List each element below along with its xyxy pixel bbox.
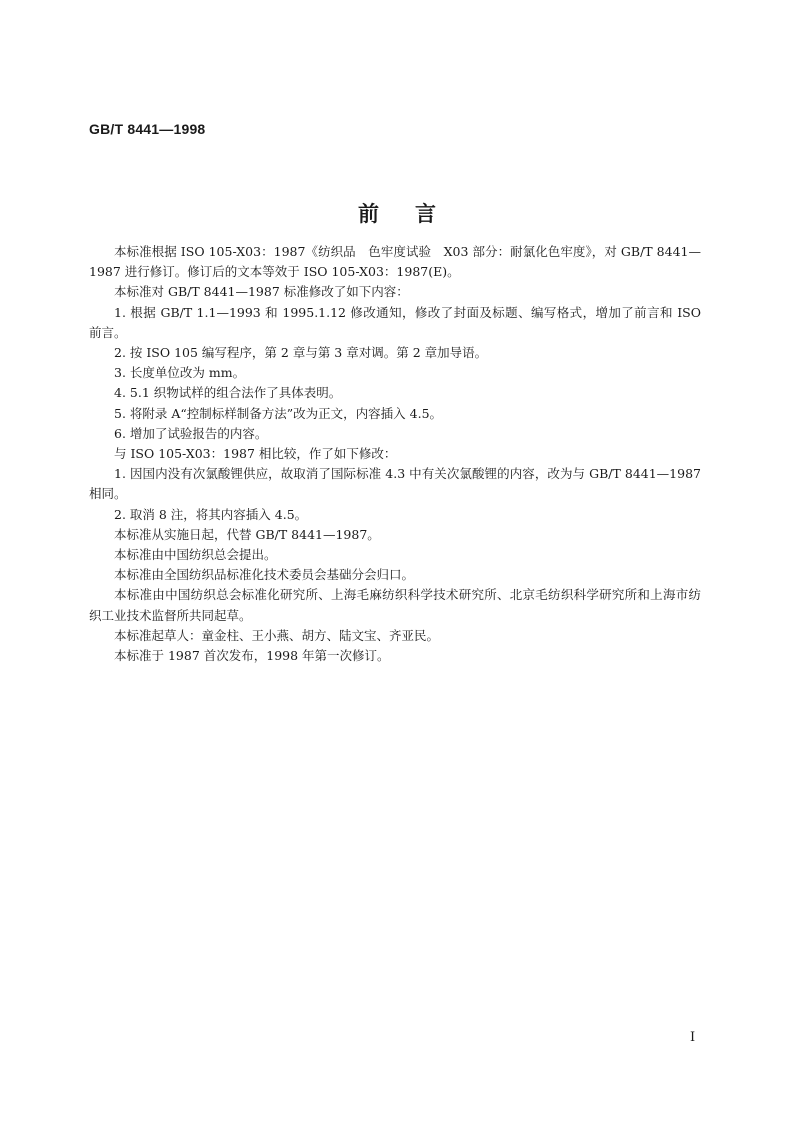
standard-code: GB/T 8441—1998	[89, 121, 206, 137]
paragraph: 本标准由中国纺织总会标准化研究所、上海毛麻纺织科学技术研究所、北京毛纺织科学研究所和上海市纺织工业技术监督所共同起草。	[89, 587, 701, 623]
paragraph: 1. 因国内没有次氯酸锂供应，故取消了国际标准 4.3 中有关次氯酸锂的内容，改为与 GB/T 8441—1987 相同。	[89, 466, 701, 502]
paragraph: 本标准于 1987 首次发布，1998 年第一次修订。	[114, 648, 390, 664]
paragraph: 5. 将附录 A“控制标样制备方法”改为正文，内容插入 4.5。	[114, 405, 443, 421]
section-title: 前言	[358, 201, 472, 226]
paragraph: 本标准根据 ISO 105-X03：1987《纺织品 色牢度试验 X03 部分：耐氯化色牢度》，对 GB/T 8441—1987 进行修订。修订后的文本等效于 ISO 105-X03：1987(E)。	[89, 244, 701, 280]
paragraph: 3. 长度单位改为 mm。	[114, 365, 246, 381]
paragraph: 本标准由中国纺织总会提出。	[114, 547, 277, 563]
foreword-body	[89, 242, 701, 666]
paragraph: 本标准由全国纺织品标准化技术委员会基础分会归口。	[114, 567, 415, 583]
paragraph: 与 ISO 105-X03：1987 相比较，作了如下修改：	[114, 446, 397, 462]
paragraph: 4. 5.1 织物试样的组合法作了具体表明。	[114, 385, 342, 401]
paragraph: 2. 按 ISO 105 编写程序，第 2 章与第 3 章对调。第 2 章加导语。	[114, 345, 488, 361]
paragraph: 6. 增加了试验报告的内容。	[114, 425, 268, 441]
paragraph: 本标准对 GB/T 8441—1987 标准修改了如下内容：	[114, 284, 409, 300]
page-number: I	[690, 1030, 696, 1045]
paragraph: 1. 根据 GB/T 1.1—1993 和 1995.1.12 修改通知，修改了封面及标题、编写格式，增加了前言和 ISO 前言。	[89, 304, 701, 340]
paragraph: 本标准从实施日起，代替 GB/T 8441—1987。	[114, 526, 380, 542]
paragraph: 2. 取消 8 注，将其内容插入 4.5。	[114, 506, 308, 522]
paragraph: 本标准起草人：童金柱、王小燕、胡方、陆文宝、齐亚民。	[114, 627, 440, 643]
